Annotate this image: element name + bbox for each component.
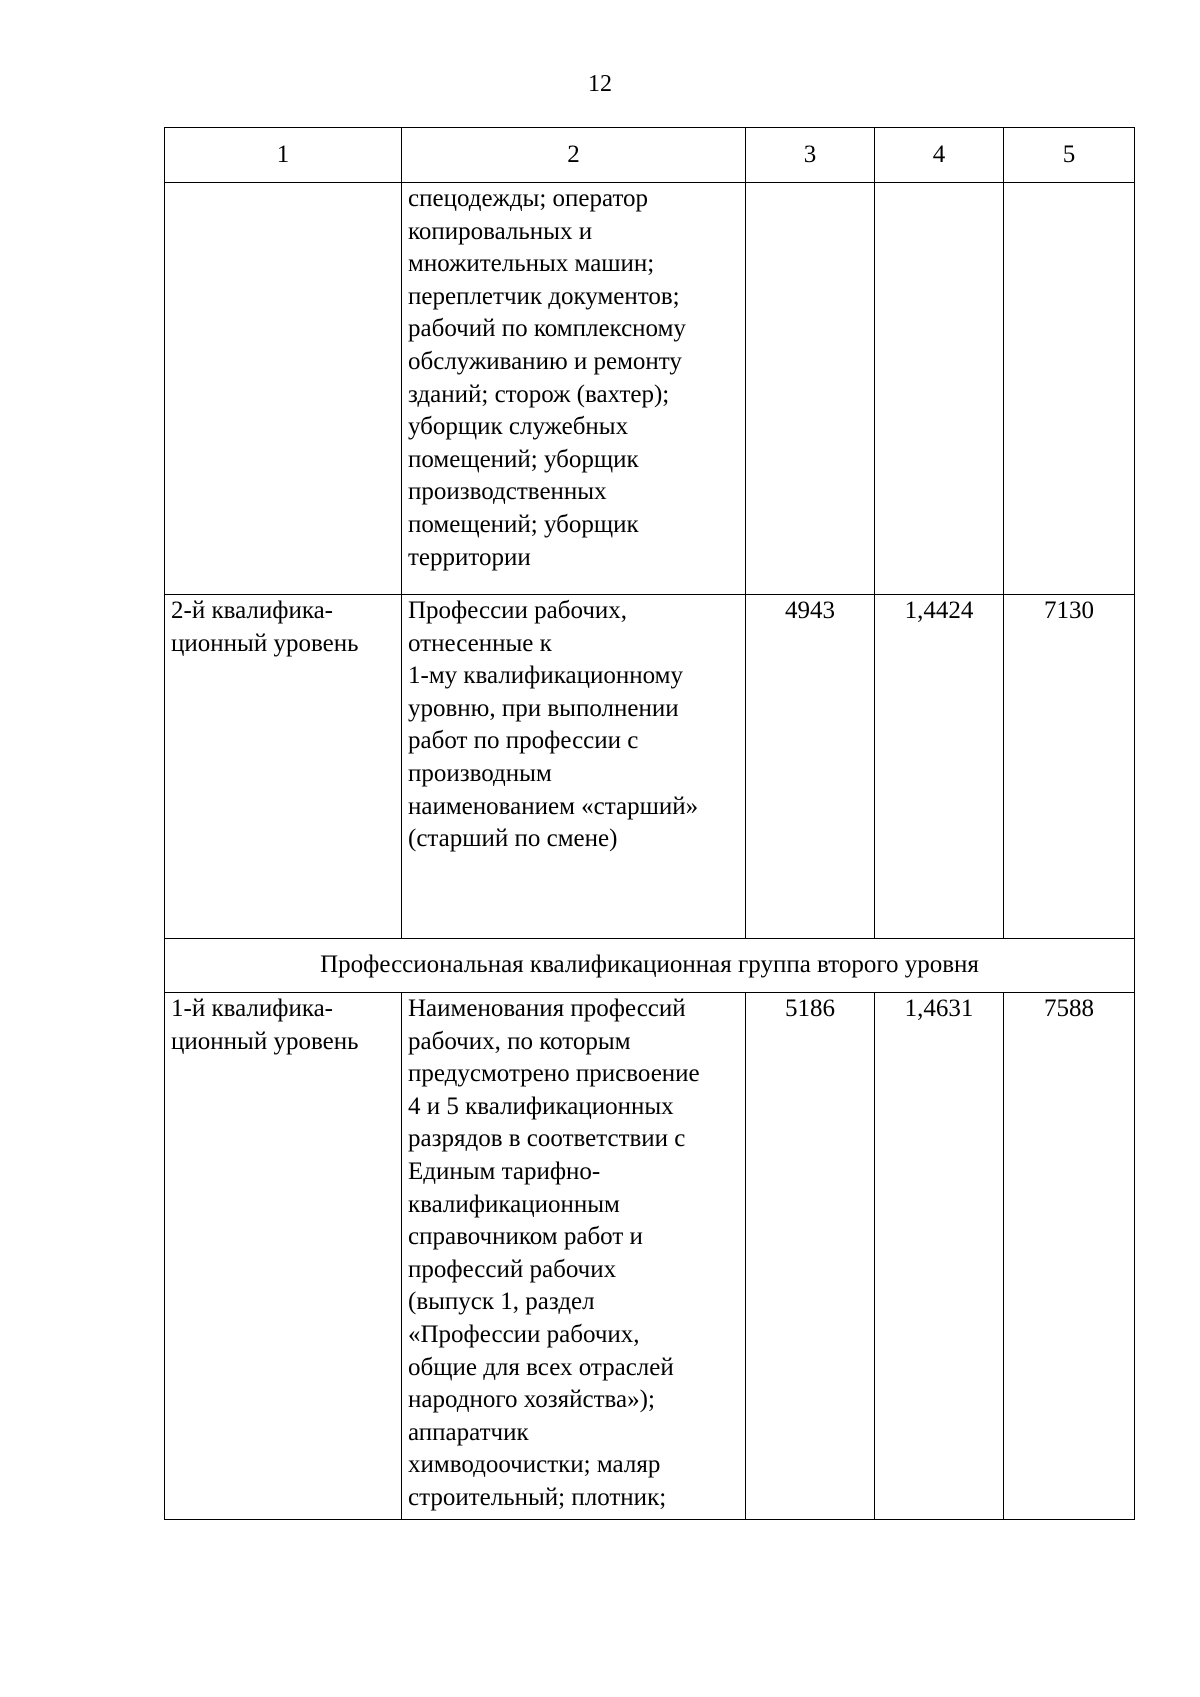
text-line: химводоочистки; маляр: [408, 1451, 661, 1479]
text-line: помещений; уборщик: [408, 510, 639, 538]
text-line: обслуживанию и ремонту: [408, 347, 682, 375]
professions-cell: [402, 595, 746, 939]
coefficient-cell-empty: [875, 183, 1004, 595]
text-line: Профессии рабочих,: [408, 597, 628, 624]
group-heading-row: [165, 939, 1135, 993]
text-line: ционный уровень: [171, 629, 359, 657]
header-cell-5: 5: [1004, 128, 1135, 183]
text-line: (выпуск 1, раздел: [408, 1288, 595, 1316]
professions-cell: [402, 993, 746, 1520]
text-line: строительный; плотник;: [408, 1483, 667, 1511]
coefficient-cell: 1,4631: [875, 993, 1004, 1520]
text-line: 1-й квалифика-: [171, 995, 334, 1022]
level-cell: [165, 993, 402, 1520]
text-line: наименованием «старший»: [408, 792, 699, 820]
text-line: квалификационным: [408, 1190, 620, 1218]
base-salary-cell-empty: [746, 183, 875, 595]
table-row-continuation: [165, 183, 1135, 595]
coefficient-cell: 1,4424: [875, 595, 1004, 939]
text-line: работ по профессии с: [408, 727, 639, 755]
text-line: уборщик служебных: [408, 413, 629, 441]
text-line: народного хозяйства»);: [408, 1386, 655, 1414]
page-number: 12: [588, 71, 612, 97]
text-line: предусмотрено присвоение: [408, 1060, 700, 1088]
text-line: переплетчик документов;: [408, 282, 680, 310]
text-line: рабочий по комплексному: [408, 315, 686, 343]
text-line: производственных: [408, 478, 607, 506]
text-line: «Профессии рабочих,: [408, 1320, 640, 1348]
salary-table: [164, 127, 1135, 1520]
table-header-row: [165, 128, 1135, 183]
header-cell-4: 4: [875, 128, 1004, 183]
text-line: 1-му квалификационному: [408, 662, 683, 690]
text-line: Единым тарифно-: [408, 1157, 601, 1185]
text-line: аппаратчик: [408, 1418, 529, 1446]
table-row-level-1: [165, 993, 1135, 1520]
text-line: отнесенные к: [408, 629, 552, 657]
text-line: профессий рабочих: [408, 1255, 617, 1283]
group-heading: Профессиональная квалификационная группа второго уровня: [165, 939, 1135, 993]
text-line: разрядов в соответствии с: [408, 1125, 686, 1153]
text-line: множительных машин;: [408, 250, 655, 278]
text-line: уровню, при выполнении: [408, 694, 679, 722]
level-cell: [165, 595, 402, 939]
text-line: территории: [408, 543, 531, 571]
text-line: производным: [408, 759, 552, 787]
text-line: копировальных и: [408, 217, 593, 245]
header-cell-1: 1: [165, 128, 402, 183]
salary-cell: 7588: [1004, 993, 1135, 1520]
base-salary-cell: 5186: [746, 993, 875, 1520]
text-line: зданий; сторож (вахтер);: [408, 380, 670, 408]
text-line: ционный уровень: [171, 1027, 359, 1055]
salary-cell: 7130: [1004, 595, 1135, 939]
level-cell-empty: [165, 183, 402, 595]
table-row-level-2: [165, 595, 1135, 939]
text-line: спецодежды; оператор: [408, 185, 649, 212]
text-line: общие для всех отраслей: [408, 1353, 674, 1381]
text-line: 4 и 5 квалификационных: [408, 1092, 674, 1120]
text-line: (старший по смене): [408, 825, 618, 853]
text-line: Наименования профессий: [408, 995, 686, 1022]
header-cell-2: 2: [402, 128, 746, 183]
base-salary-cell: 4943: [746, 595, 875, 939]
salary-cell-empty: [1004, 183, 1135, 595]
text-line: помещений; уборщик: [408, 445, 639, 473]
professions-cell: [402, 183, 746, 595]
text-line: справочником работ и: [408, 1223, 643, 1251]
header-cell-3: 3: [746, 128, 875, 183]
text-line: рабочих, по которым: [408, 1027, 631, 1055]
text-line: 2-й квалифика-: [171, 597, 334, 624]
